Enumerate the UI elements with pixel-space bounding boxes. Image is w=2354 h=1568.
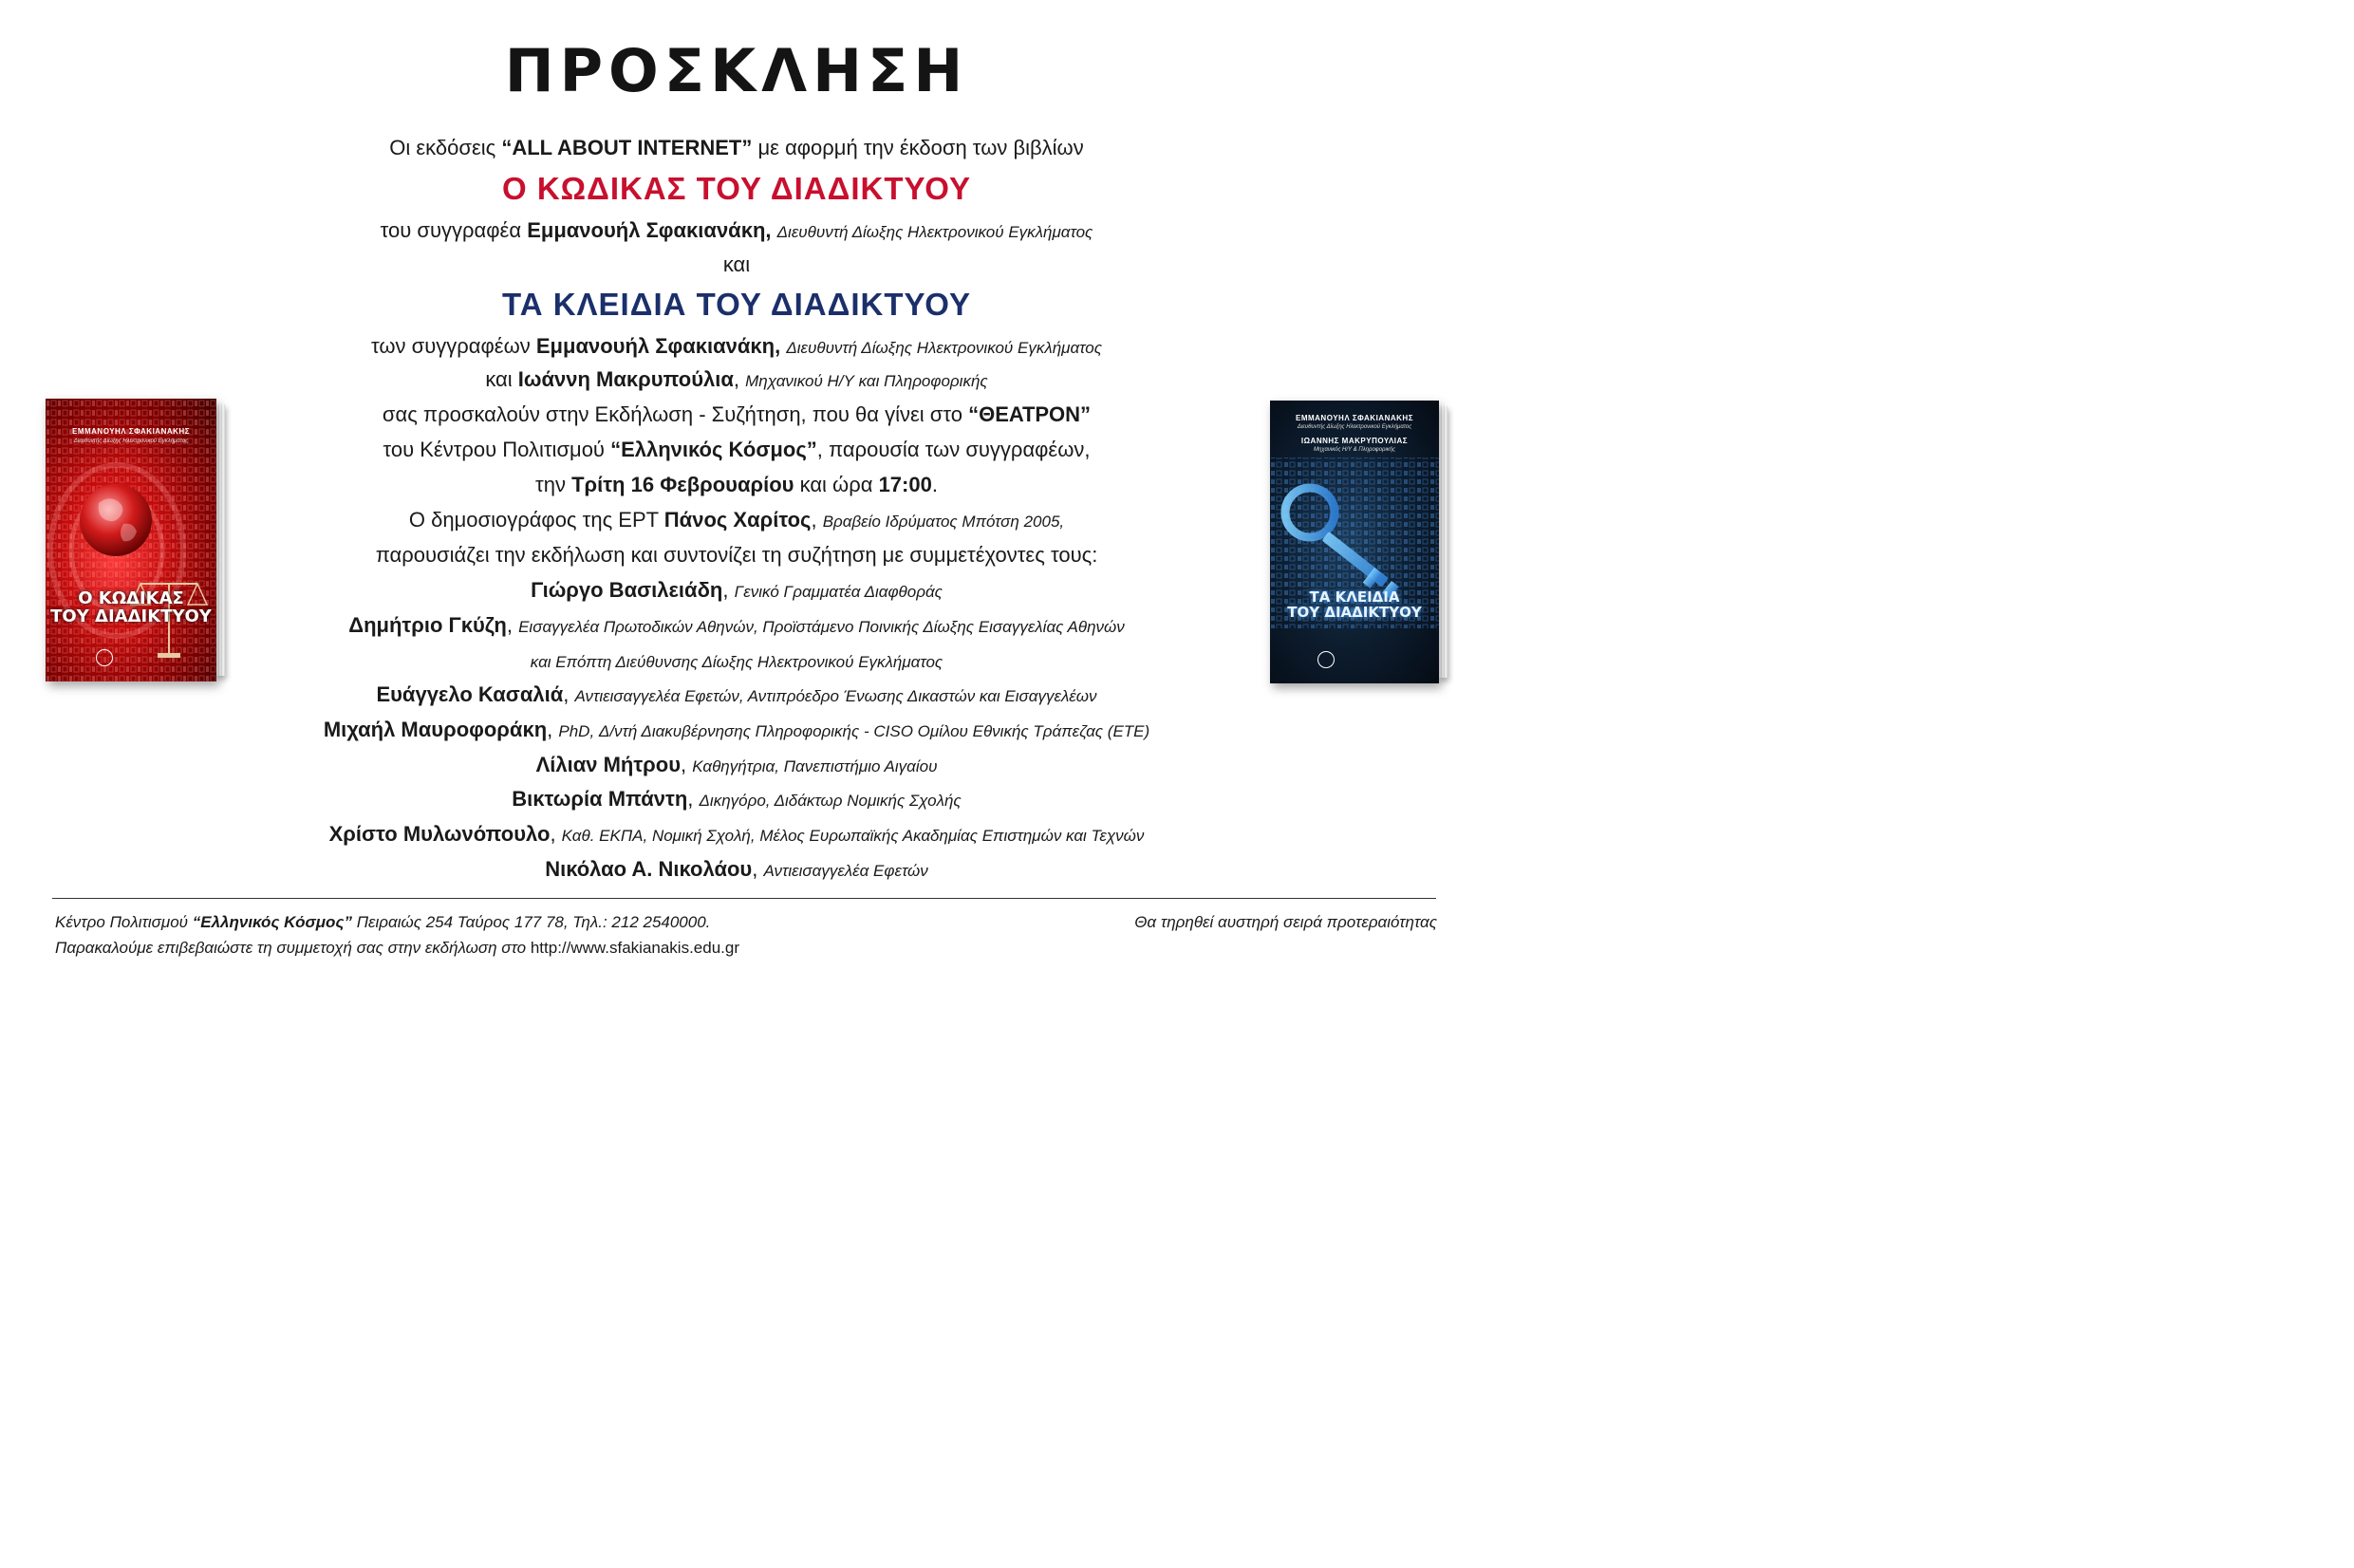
participant-name: Δημήτριο Γκύζη: [348, 613, 507, 637]
event-date: Τρίτη 16 Φεβρουαρίου: [571, 473, 794, 496]
participant-role: Εισαγγελέα Πρωτοδικών Αθηνών, Προϊστάμενο Ποινικής Δίωξης Εισαγγελίας Αθηνών: [518, 618, 1125, 636]
book2-author1: Εμμανουήλ Σφακιανάκη,: [535, 334, 781, 358]
host-role: Βραβείο Ιδρύματος Μπότση 2005,: [822, 513, 1065, 531]
participant: Γιώργο Βασιλειάδη, Γενικό Γραμματέα Διαφθοράς: [531, 578, 943, 602]
participant: Ευάγγελο Κασαλιά, Αντιεισαγγελέα Εφετών, Αντιπρόεδρο Ένωσης Δικαστών και Εισαγγελέων: [376, 682, 1097, 706]
participant: Λίλιαν Μήτρου, Καθηγήτρια, Πανεπιστήμιο Αιγαίου: [535, 753, 938, 776]
cover1-title-line1: Ο ΚΩΔΙΚΑΣ: [78, 588, 184, 608]
book-cover-art: [46, 399, 216, 681]
participant-name: Μιχαήλ Μαυροφοράκη: [323, 718, 548, 741]
publisher-name: “ALL ABOUT INTERNET”: [501, 136, 753, 159]
footer-confirm: [55, 939, 739, 958]
book-cover-keys-of-internet: [1270, 401, 1439, 683]
venue-prefix: του Κέντρου Πολιτισμού: [383, 438, 611, 461]
book2-author1-line: [0, 334, 1473, 359]
publisher-logo-icon: [1317, 651, 1335, 668]
book1-author-role: Διευθυντή Δίωξης Ηλεκτρονικού Εγκλήματος: [776, 223, 1093, 241]
book1-author: Εμμανουήλ Σφακιανάκη,: [527, 218, 772, 242]
participant: Νικόλαο Α. Νικολάου, Αντιεισαγγελέα Εφετών: [545, 857, 928, 881]
book-cover-code-of-internet: [46, 399, 216, 681]
cover1-title-line2: ΤΟΥ ΔΙΑΔΙΚΤΥΟΥ: [50, 606, 212, 626]
participant-name: Λίλιαν Μήτρου: [535, 753, 682, 776]
intro-text: Οι εκδόσεις: [389, 136, 502, 159]
venue-room: “ΘΕΑΤΡΟΝ”: [968, 402, 1092, 426]
and-line: και: [722, 252, 751, 276]
cover2-title-line1: ΤΑ ΚΛΕΙΔΙΑ: [1309, 588, 1400, 606]
intro-text-end: με αφορμή την έκδοση των βιβλίων: [752, 136, 1084, 159]
cover1-subtitle: Διευθυντής Δίωξης Ηλεκτρονικού Εγκλήματος: [73, 439, 189, 444]
host-prefix: Ο δημοσιογράφος της ΕΡΤ: [408, 508, 664, 532]
participant-name: Ευάγγελο Κασαλιά: [376, 682, 564, 706]
book-pages: [1438, 406, 1448, 678]
participant: Βικτωρία Μπάντη, Δικηγόρο, Διδάκτωρ Νομικής Σχολής: [512, 787, 962, 811]
participant-role: Αντιεισαγγελέα Εφετών, Αντιπρόεδρο Ένωσης Δικαστών και Εισαγγελέων: [574, 687, 1097, 705]
participant-role-2: και Επόπτη Διεύθυνσης Δίωξης Ηλεκτρονικού Εγκλήματος: [530, 653, 943, 671]
event-line-4: Ο δημοσιογράφος της ΕΡΤ Πάνος Χαρίτος, Βραβείο Ιδρύματος Μπότση 2005,: [408, 508, 1065, 532]
date-prefix: την: [535, 473, 572, 496]
cover2-author1: ΕΜΜΑΝΟΥΗΛ ΣΦΑΚΙΑΝΑΚΗΣ: [1295, 414, 1413, 422]
event-invite-text: σας προσκαλούν στην Εκδήλωση - Συζήτηση, που θα γίνει στο: [382, 402, 969, 426]
venue-name: “Ελληνικός Κόσμος”: [610, 438, 817, 461]
time-prefix: και ώρα: [794, 473, 879, 496]
book2-and: και: [485, 367, 518, 391]
footer-address: [55, 913, 710, 932]
participant-name: Νικόλαο Α. Νικολάου: [545, 857, 753, 881]
footer-url-link[interactable]: http://www.sfakianakis.edu.gr: [530, 939, 740, 957]
participant: Χρίστο Μυλωνόπουλο, Καθ. ΕΚΠΑ, Νομική Σχολή, Μέλος Ευρωπαϊκής Ακαδημίας Επιστημών και Τεχνών: [328, 822, 1145, 846]
cover1-title: [46, 590, 216, 626]
page-title: ΠΡΟΣΚΛΗΣΗ: [504, 36, 969, 105]
cover2-title-line2: ΤΟΥ ΔΙΑΔΙΚΤΥΟΥ: [1287, 603, 1422, 621]
participant-role: Καθηγήτρια, Πανεπιστήμιο Αιγαίου: [692, 757, 938, 775]
participant-role: Αντιεισαγγελέα Εφετών: [763, 862, 928, 880]
participant-name: Χρίστο Μυλωνόπουλο: [328, 822, 551, 846]
cover1-author: ΕΜΜΑΝΟΥΗΛ ΣΦΑΚΙΑΝΑΚΗΣ: [71, 427, 190, 436]
book2-authors-prefix: των συγγραφέων: [371, 334, 536, 358]
footer-address-details: Πειραιώς 254 Ταύρος 177 78, Τηλ.: 212 2540000.: [351, 913, 711, 931]
footer-venue: “Ελληνικός Κόσμος”: [192, 913, 352, 931]
cover2-author2: ΙΩΑΝΝΗΣ ΜΑΚΡΥΠΟΥΛΙΑΣ: [1300, 437, 1409, 445]
cover2-author2-subtitle: Μηχανικός Η/Υ & Πληροφορικής: [1313, 447, 1396, 453]
book2-author2-line: και Ιωάννη Μακρυπούλια, Μηχανικού Η/Υ και Πληροφορικής: [485, 367, 988, 391]
participant: Μιχαήλ Μαυροφοράκη, PhD, Δ/ντή Διακυβέρνησης Πληροφορικής - CISO Ομίλου Εθνικής Τράπεζας (ΕΤΕ): [323, 718, 1150, 741]
footer-divider: [52, 898, 1436, 899]
participant: Δημήτριο Γκύζη, Εισαγγελέα Πρωτοδικών Αθηνών, Προϊστάμενο Ποινικής Δίωξης Εισαγγελίας Αθηνών: [348, 613, 1125, 637]
footer-priority: Θα τηρηθεί αυστηρή σειρά προτεραιότητας: [1134, 913, 1437, 931]
cover2-author1-subtitle: Διευθυντής Δίωξης Ηλεκτρονικού Εγκλήματος: [1297, 424, 1412, 430]
venue-suffix: , παρουσία των συγγραφέων,: [816, 438, 1091, 461]
period: .: [931, 473, 938, 496]
book1-author-line: [0, 218, 1473, 243]
book1-author-prefix: του συγγραφέα: [380, 218, 528, 242]
book2-title: ΤΑ ΚΛΕΙΔΙΑ ΤΟΥ ΔΙΑΔΙΚΤΥΟΥ: [502, 287, 971, 322]
event-line-5: παρουσιάζει την εκδήλωση και συντονίζει τη συζήτηση με συμμετέχοντες τους:: [375, 543, 1098, 567]
participant-role: Γενικό Γραμματέα Διαφθοράς: [734, 583, 943, 601]
book2-author2: Ιωάννη Μακρυπούλια: [517, 367, 734, 391]
participant-name: Βικτωρία Μπάντη: [512, 787, 688, 811]
book-pages: [215, 404, 225, 676]
publisher-logo-icon: [96, 649, 113, 666]
participant-role: PhD, Δ/ντή Διακυβέρνησης Πληροφορικής - CISO Ομίλου Εθνικής Τράπεζας (ΕΤΕ): [558, 722, 1150, 740]
book2-author2-role: Μηχανικού Η/Υ και Πληροφορικής: [745, 372, 988, 390]
book-cover-art: [1270, 401, 1439, 683]
participant-role: Δικηγόρο, Διδάκτωρ Νομικής Σχολής: [699, 792, 962, 810]
book1-title: Ο ΚΩΔΙΚΑΣ ΤΟΥ ΔΙΑΔΙΚΤΥΟΥ: [501, 171, 972, 206]
participant-role: Καθ. ΕΚΠΑ, Νομική Σχολή, Μέλος Ευρωπαϊκής Ακαδημίας Επιστημών και Τεχνών: [561, 827, 1145, 845]
event-time: 17:00: [878, 473, 932, 496]
footer-confirm-text: Παρακαλούμε επιβεβαιώστε τη συμμετοχή σας στην εκδήλωση στο: [55, 939, 531, 957]
footer-address-prefix: Κέντρο Πολιτισμού: [55, 913, 193, 931]
participant-name: Γιώργο Βασιλειάδη: [531, 578, 723, 602]
host-name: Πάνος Χαρίτος: [663, 508, 812, 532]
intro-line: [0, 136, 1473, 160]
cover2-title: [1270, 590, 1439, 621]
book2-author1-role: Διευθυντή Δίωξης Ηλεκτρονικού Εγκλήματος: [786, 339, 1102, 357]
